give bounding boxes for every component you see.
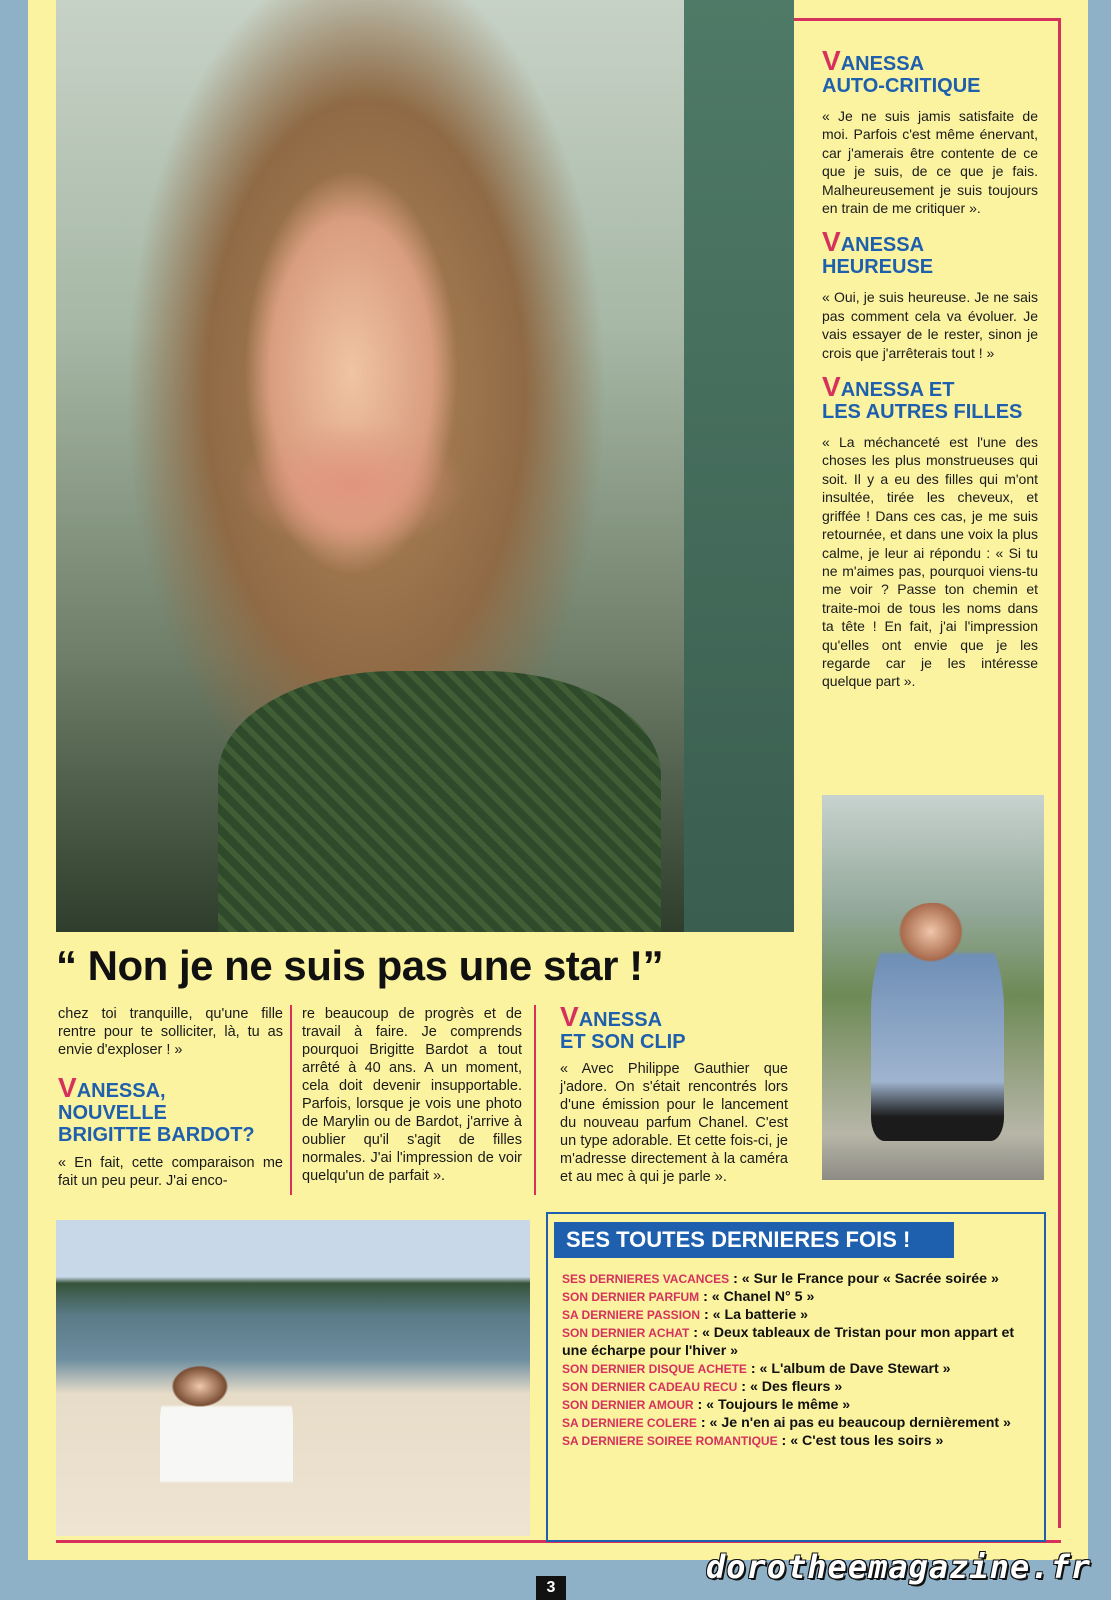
item-label: SA DERNIERE SOIREE ROMANTIQUE <box>562 1434 778 1448</box>
sidebar-text: « La méchanceté est l'une des choses les plus monstrueuses qui soit. Il y a eu des filles qui m'ont insultée, tirée les cheveux, et griffée ! Dans ces cas, je me suis retournée, et dans une voix la plus calme, je leur ai répondu : « Si tu ne m'aimes pas, pourquoi viens-tu me voir ? Passe ton chemin et traite-moi de tous les noms dans ta tête ! En fait, j'ai l'impression qu'elles ont envie que je les regarde car je les intéresse quelque part ». <box>822 434 1038 690</box>
sidebar-section-autocritique <box>822 45 1042 217</box>
last-times-box <box>546 1212 1046 1542</box>
heading-line2: ET SON CLIP <box>560 1031 686 1053</box>
box-list <box>562 1270 1038 1450</box>
heading-initial: V <box>822 226 841 258</box>
clip-text: « Avec Philippe Gauthier que j'adore. On s'était rencontrés lors d'une émission pour le lancement du nouveau parfum Chanel. C'est un type adorable. Et cette fois-ci, je m'adresse directement à la caméra et au mec à qui je parle ». <box>560 1061 788 1185</box>
item-value: « Chanel N° 5 » <box>711 1289 815 1305</box>
heading-text: ANESSA <box>578 1009 663 1031</box>
heading-text: ANESSA <box>840 53 925 75</box>
left-column <box>58 1005 283 1190</box>
list-item: SON DERNIER DISQUE ACHETE : « L'album de Dave Stewart » <box>562 1361 951 1377</box>
heading-line3: BRIGITTE BARDOT? <box>58 1124 255 1146</box>
item-value: « C'est tous les soirs » <box>790 1433 944 1449</box>
list-item: SES DERNIERES VACANCES : « Sur le France pour « Sacrée soirée » <box>562 1271 999 1287</box>
beach-photo <box>56 1220 530 1536</box>
item-label: SON DERNIER AMOUR <box>562 1398 694 1412</box>
main-portrait-photo <box>56 0 794 932</box>
column-separator <box>534 1005 536 1195</box>
sidebar-text: « Je ne suis jamis satisfaite de moi. Parfois c'est même énervant, car j'amerais être contente de ce que je suis, de ce que je fais. Malheureusement je suis toujours en train de me critiquer ». <box>822 108 1038 217</box>
watermark: dorotheemagazine.fr <box>705 1548 1091 1586</box>
item-label: SES DERNIERES VACANCES <box>562 1272 730 1286</box>
item-label: SA DERNIERE COLERE <box>562 1416 697 1430</box>
heading-initial: V <box>58 1072 77 1103</box>
bardot-heading <box>58 1072 283 1146</box>
item-value: « Je n'en ai pas eu beaucoup dernièrement » <box>709 1415 1011 1431</box>
item-label: SA DERNIERE PASSION <box>562 1308 701 1322</box>
item-label: SON DERNIER PARFUM <box>562 1290 700 1304</box>
bardot-section <box>58 1072 283 1190</box>
sidebar-text: « Oui, je suis heureuse. Je ne sais pas comment cela va évoluer. Je vais essayer de le rester, sinon je crois que j'arrêterais tout ! » <box>822 289 1038 361</box>
sidebar-heading <box>822 45 1042 97</box>
item-value: « Sur le France pour « Sacrée soirée » <box>741 1271 999 1287</box>
middle-column <box>302 1005 522 1185</box>
heading-text: ANESSA ET <box>840 379 955 402</box>
item-label: SON DERNIER DISQUE ACHETE <box>562 1362 747 1376</box>
heading-line2: LES AUTRES FILLES <box>822 401 1023 424</box>
item-label: SON DERNIER CADEAU RECU <box>562 1380 738 1394</box>
heading-line2: HEUREUSE <box>822 256 934 279</box>
heading-initial: V <box>822 45 841 76</box>
list-item: SA DERNIERE PASSION : « La batterie » <box>562 1307 809 1323</box>
item-value: « L'album de Dave Stewart » <box>759 1361 951 1377</box>
heading-line2: AUTO-CRITIQUE <box>822 75 981 97</box>
item-value: « La batterie » <box>712 1307 809 1323</box>
item-value: « Des fleurs » <box>749 1379 843 1395</box>
heading-initial: V <box>560 1001 579 1032</box>
page-number: 3 <box>536 1576 566 1600</box>
item-value: « Toujours le même » <box>706 1397 851 1413</box>
frame-right-line <box>1058 18 1061 1528</box>
photo-background-panel <box>684 0 794 932</box>
item-value: « Deux tableaux de Tristan pour mon appart et une écharpe pour l'hiver » <box>562 1325 1015 1359</box>
clip-column <box>560 1060 788 1186</box>
list-item: SA DERNIERE COLERE : « Je n'en ai pas eu beaucoup dernièrement » <box>562 1415 1011 1431</box>
clip-heading <box>560 1001 790 1053</box>
list-item: SON DERNIER ACHAT : « Deux tableaux de Tristan pour mon appart et une écharpe pour l'hiver » <box>562 1325 1015 1359</box>
sidebar-section-autres-filles <box>822 371 1042 691</box>
frame-top-line <box>794 18 1060 21</box>
sidebar-heading <box>822 371 1042 424</box>
photo-shirt <box>218 671 661 932</box>
list-item: SA DERNIERE SOIREE ROMANTIQUE : « C'est tous les soirs » <box>562 1433 944 1449</box>
heading-text: ANESSA <box>840 234 925 257</box>
item-label: SON DERNIER ACHAT <box>562 1326 690 1340</box>
sidebar-section-heureuse <box>822 226 1042 362</box>
photo-figure <box>871 903 1004 1142</box>
sidebar-column <box>822 45 1042 691</box>
photo-figure <box>160 1359 293 1511</box>
list-item: SON DERNIER AMOUR : « Toujours le même » <box>562 1397 851 1413</box>
bardot-text: « En fait, cette comparaison me fait un peu peur. J'ai enco- <box>58 1155 283 1189</box>
clip-heading-text <box>560 1001 790 1053</box>
list-item: SON DERNIER CADEAU RECU : « Des fleurs » <box>562 1379 843 1395</box>
article-title: “ Non je ne suis pas une star !” <box>56 942 664 989</box>
heading-initial: V <box>822 371 841 403</box>
middle-column-text: re beaucoup de progrès et de travail à faire. Je comprends pourquoi Brigitte Bardot a tout arrêté à 40 ans. A un moment, cela doit devenir insupportable. Parfois, lorsque je vois une photo de Marylin ou de Bardot, j'arrive à oublier qu'il s'agit de filles normales. J'ai l'impression de voir quelqu'un de parfait ». <box>302 1006 522 1184</box>
heading-line2: NOUVELLE <box>58 1102 167 1124</box>
sidebar-heading <box>822 226 1042 279</box>
heading-text: ANESSA, <box>76 1080 166 1102</box>
left-column-text: chez toi tranquille, qu'une fille rentre pour te solliciter, là, tu as envie d'exploser ! » <box>58 1006 283 1058</box>
sitting-girl-photo <box>822 795 1044 1180</box>
box-title: SES TOUTES DERNIERES FOIS ! <box>554 1222 954 1258</box>
list-item: SON DERNIER PARFUM : « Chanel N° 5 » <box>562 1289 815 1305</box>
column-separator <box>290 1005 292 1195</box>
